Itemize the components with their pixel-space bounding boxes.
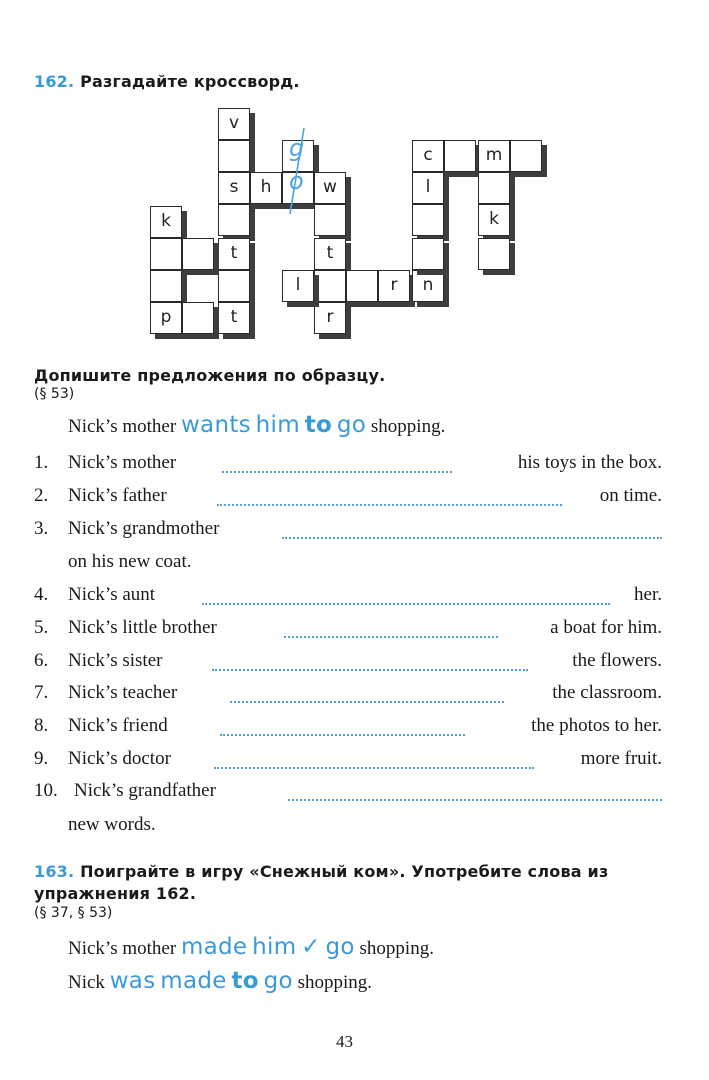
- handwritten-word: him: [252, 934, 297, 960]
- crossword-cell: l: [282, 270, 314, 302]
- crossword-cell: [150, 270, 182, 302]
- exercise-number: 163.: [34, 862, 75, 881]
- sentence-end: shopping.: [297, 972, 373, 993]
- crossword-cell: [150, 238, 182, 270]
- handwritten-word: go: [263, 968, 293, 994]
- handwritten-letter: o: [289, 167, 304, 195]
- handwritten-word: was: [109, 968, 156, 994]
- crossword-cell: [218, 140, 250, 172]
- item-start: Nick’s teacher: [68, 682, 178, 703]
- exercise-title-continued: упражнения 162.: [34, 884, 197, 903]
- handwritten-word: go: [325, 934, 355, 960]
- handwritten-word: wants: [180, 412, 251, 438]
- crossword-cell: v: [218, 108, 250, 140]
- sentence-end: shopping.: [359, 938, 434, 959]
- check-mark-icon: ✓: [301, 934, 321, 960]
- item-continuation: new words.: [68, 814, 156, 835]
- answer-blank[interactable]: [222, 471, 452, 473]
- crossword-cell: [412, 238, 444, 270]
- item-end: his toys in the box.: [517, 452, 662, 473]
- answer-blank[interactable]: [212, 669, 528, 671]
- crossword-cell: t: [314, 238, 346, 270]
- crossword-cell: [346, 270, 378, 302]
- crossword-cell: r: [314, 302, 346, 334]
- exercise-162-heading: [34, 72, 300, 91]
- answer-blank[interactable]: [214, 767, 534, 769]
- item-number: 1.: [34, 452, 49, 473]
- example-line-2: [68, 968, 372, 994]
- crossword-cell: t: [218, 302, 250, 334]
- exercise-163-heading: [34, 862, 608, 881]
- sentence-end: shopping.: [370, 416, 446, 437]
- item-end: on time.: [599, 485, 662, 506]
- answer-blank[interactable]: [284, 636, 498, 638]
- example-line-1: [68, 934, 434, 960]
- answer-blank[interactable]: [202, 603, 610, 605]
- handwritten-word: to: [304, 412, 333, 438]
- exercise-number: 162.: [34, 72, 75, 91]
- exercise-title: Разгадайте кроссворд.: [80, 72, 300, 91]
- sentence-start: Nick’s mother: [68, 416, 177, 437]
- item-number: 7.: [34, 682, 49, 703]
- crossword-cell: c: [412, 140, 444, 172]
- handwritten-word: go: [336, 412, 367, 438]
- crossword-cell: [444, 140, 476, 172]
- handwritten-word: him: [255, 412, 300, 438]
- crossword-cell: [478, 238, 510, 270]
- item-start: Nick’s sister: [68, 650, 163, 671]
- crossword-cell: [478, 172, 510, 204]
- crossword-cell: p: [150, 302, 182, 334]
- item-number: 2.: [34, 485, 49, 506]
- crossword-cell: w: [314, 172, 346, 204]
- item-number: 10.: [34, 780, 58, 801]
- answer-blank[interactable]: [282, 537, 662, 539]
- handwritten-word: to: [231, 968, 259, 994]
- exercise-title: Поиграйте в игру «Снежный ком». Употребите слова из: [80, 862, 609, 881]
- item-number: 8.: [34, 715, 49, 736]
- crossword-cell: l: [412, 172, 444, 204]
- handwritten-stroke-icon: [282, 126, 312, 218]
- crossword-cell: [314, 270, 346, 302]
- item-end: the flowers.: [572, 650, 662, 671]
- item-number: 4.: [34, 584, 49, 605]
- item-end: more fruit.: [580, 748, 662, 769]
- crossword-cell: t: [218, 238, 250, 270]
- item-continuation: on his new coat.: [68, 551, 192, 572]
- crossword-cell: n: [412, 270, 444, 302]
- crossword-cell: [218, 270, 250, 302]
- item-end: her.: [634, 584, 662, 605]
- handwritten-word: made: [160, 968, 227, 994]
- crossword-cell: k: [150, 206, 182, 238]
- item-end: the classroom.: [552, 682, 662, 703]
- item-number: 5.: [34, 617, 49, 638]
- item-start: Nick’s grandmother: [68, 518, 220, 539]
- item-start: Nick’s father: [68, 485, 167, 506]
- item-number: 9.: [34, 748, 49, 769]
- example-sentence: [68, 412, 445, 438]
- crossword-cell: h: [250, 172, 282, 204]
- answer-blank[interactable]: [230, 701, 504, 703]
- grammar-reference: (§ 37, § 53): [34, 905, 113, 921]
- answer-blank[interactable]: [220, 734, 465, 736]
- item-start: Nick’s doctor: [68, 748, 171, 769]
- crossword-cell: [182, 238, 214, 270]
- subtask-heading: Допишите предложения по образцу.: [34, 366, 386, 385]
- handwritten-word: made: [180, 934, 248, 960]
- item-start: Nick’s grandfather: [74, 780, 216, 801]
- crossword-cell: [218, 204, 250, 236]
- item-end: the photos to her.: [531, 715, 662, 736]
- page-number: 43: [336, 1032, 353, 1051]
- sentence-start: Nick: [68, 972, 105, 993]
- crossword-cell: m: [478, 140, 510, 172]
- item-number: 6.: [34, 650, 49, 671]
- item-start: Nick’s mother: [68, 452, 177, 473]
- sentence-start: Nick’s mother: [68, 938, 177, 959]
- crossword-cell: r: [378, 270, 410, 302]
- answer-blank[interactable]: [217, 504, 562, 506]
- item-start: Nick’s aunt: [68, 584, 156, 605]
- grammar-reference: (§ 53): [34, 386, 75, 402]
- item-start: Nick’s friend: [68, 715, 168, 736]
- item-start: Nick’s little brother: [68, 617, 217, 638]
- crossword-cell: s: [218, 172, 250, 204]
- crossword-cell: k: [478, 204, 510, 236]
- answer-blank[interactable]: [288, 799, 662, 801]
- item-number: 3.: [34, 518, 49, 539]
- crossword-cell: [510, 140, 542, 172]
- handwritten-letter: g: [289, 134, 305, 162]
- crossword-cell: [314, 204, 346, 236]
- crossword-cell: [182, 302, 214, 334]
- item-end: a boat for him.: [550, 617, 662, 638]
- crossword-cell: [412, 204, 444, 236]
